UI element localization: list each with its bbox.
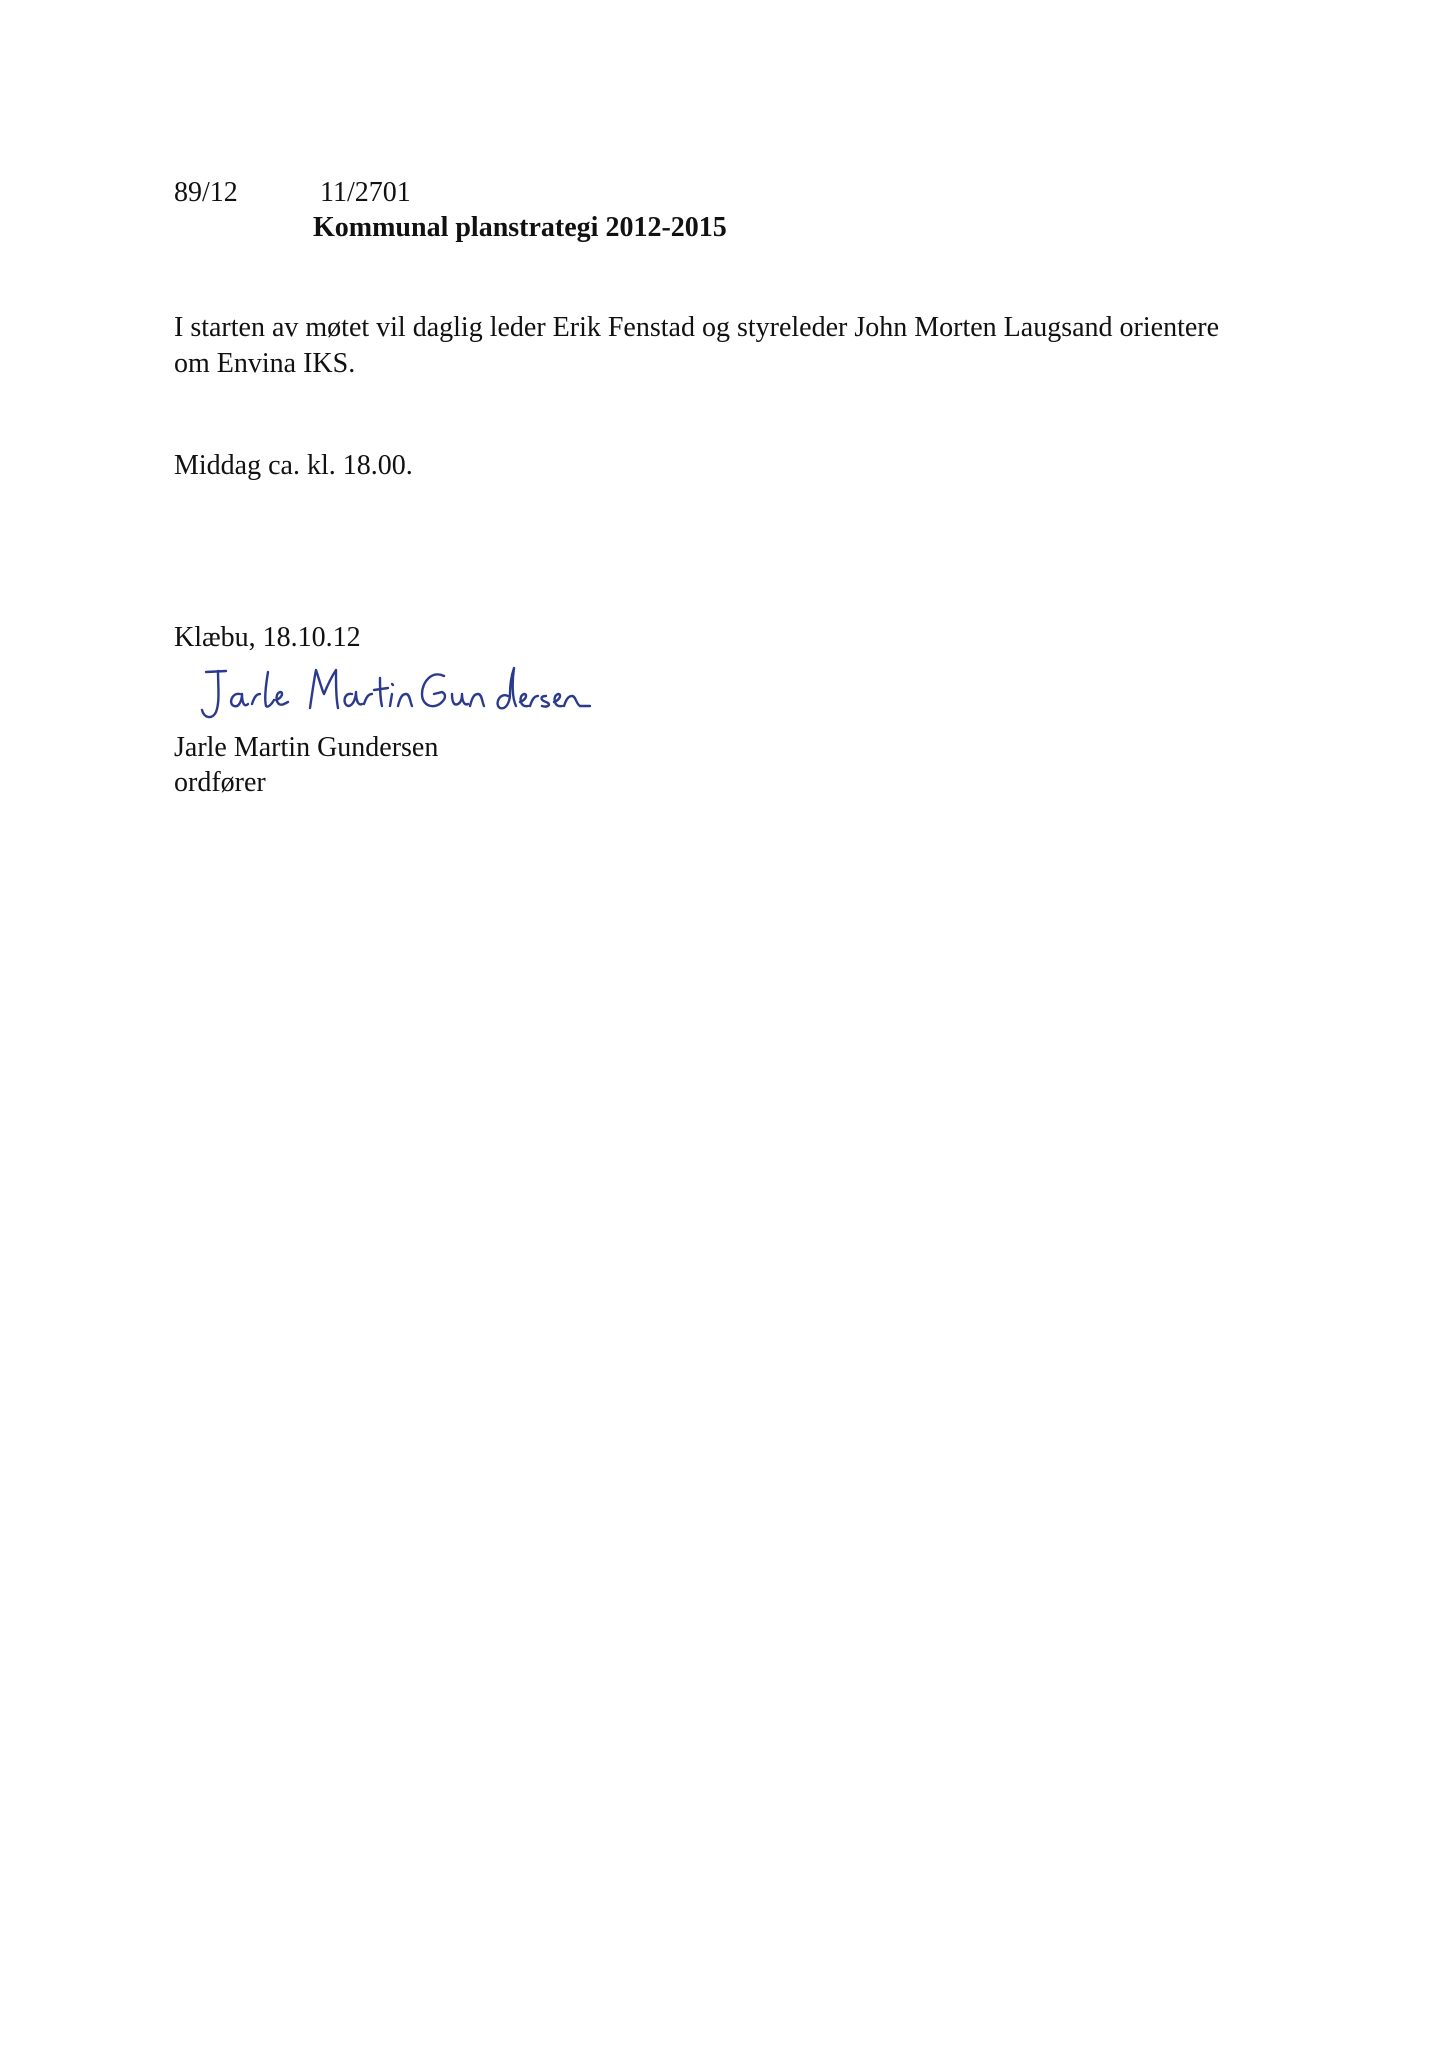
- place-and-date: Klæbu, 18.10.12: [174, 622, 361, 653]
- intro-paragraph-line-1: I starten av møtet vil daglig leder Erik Fenstad og styreleder John Morten Laugsand orientere: [174, 312, 1220, 343]
- handwritten-signature: [196, 664, 596, 726]
- reference-number: 11/2701: [320, 177, 411, 208]
- dinner-note: Middag ca. kl. 18.00.: [174, 450, 413, 481]
- case-number: 89/12: [174, 177, 238, 208]
- signer-role: ordfører: [174, 767, 266, 798]
- signer-name: Jarle Martin Gundersen: [174, 732, 439, 763]
- intro-paragraph-line-2: om Envina IKS.: [174, 348, 356, 379]
- case-title: Kommunal planstrategi 2012-2015: [313, 212, 727, 243]
